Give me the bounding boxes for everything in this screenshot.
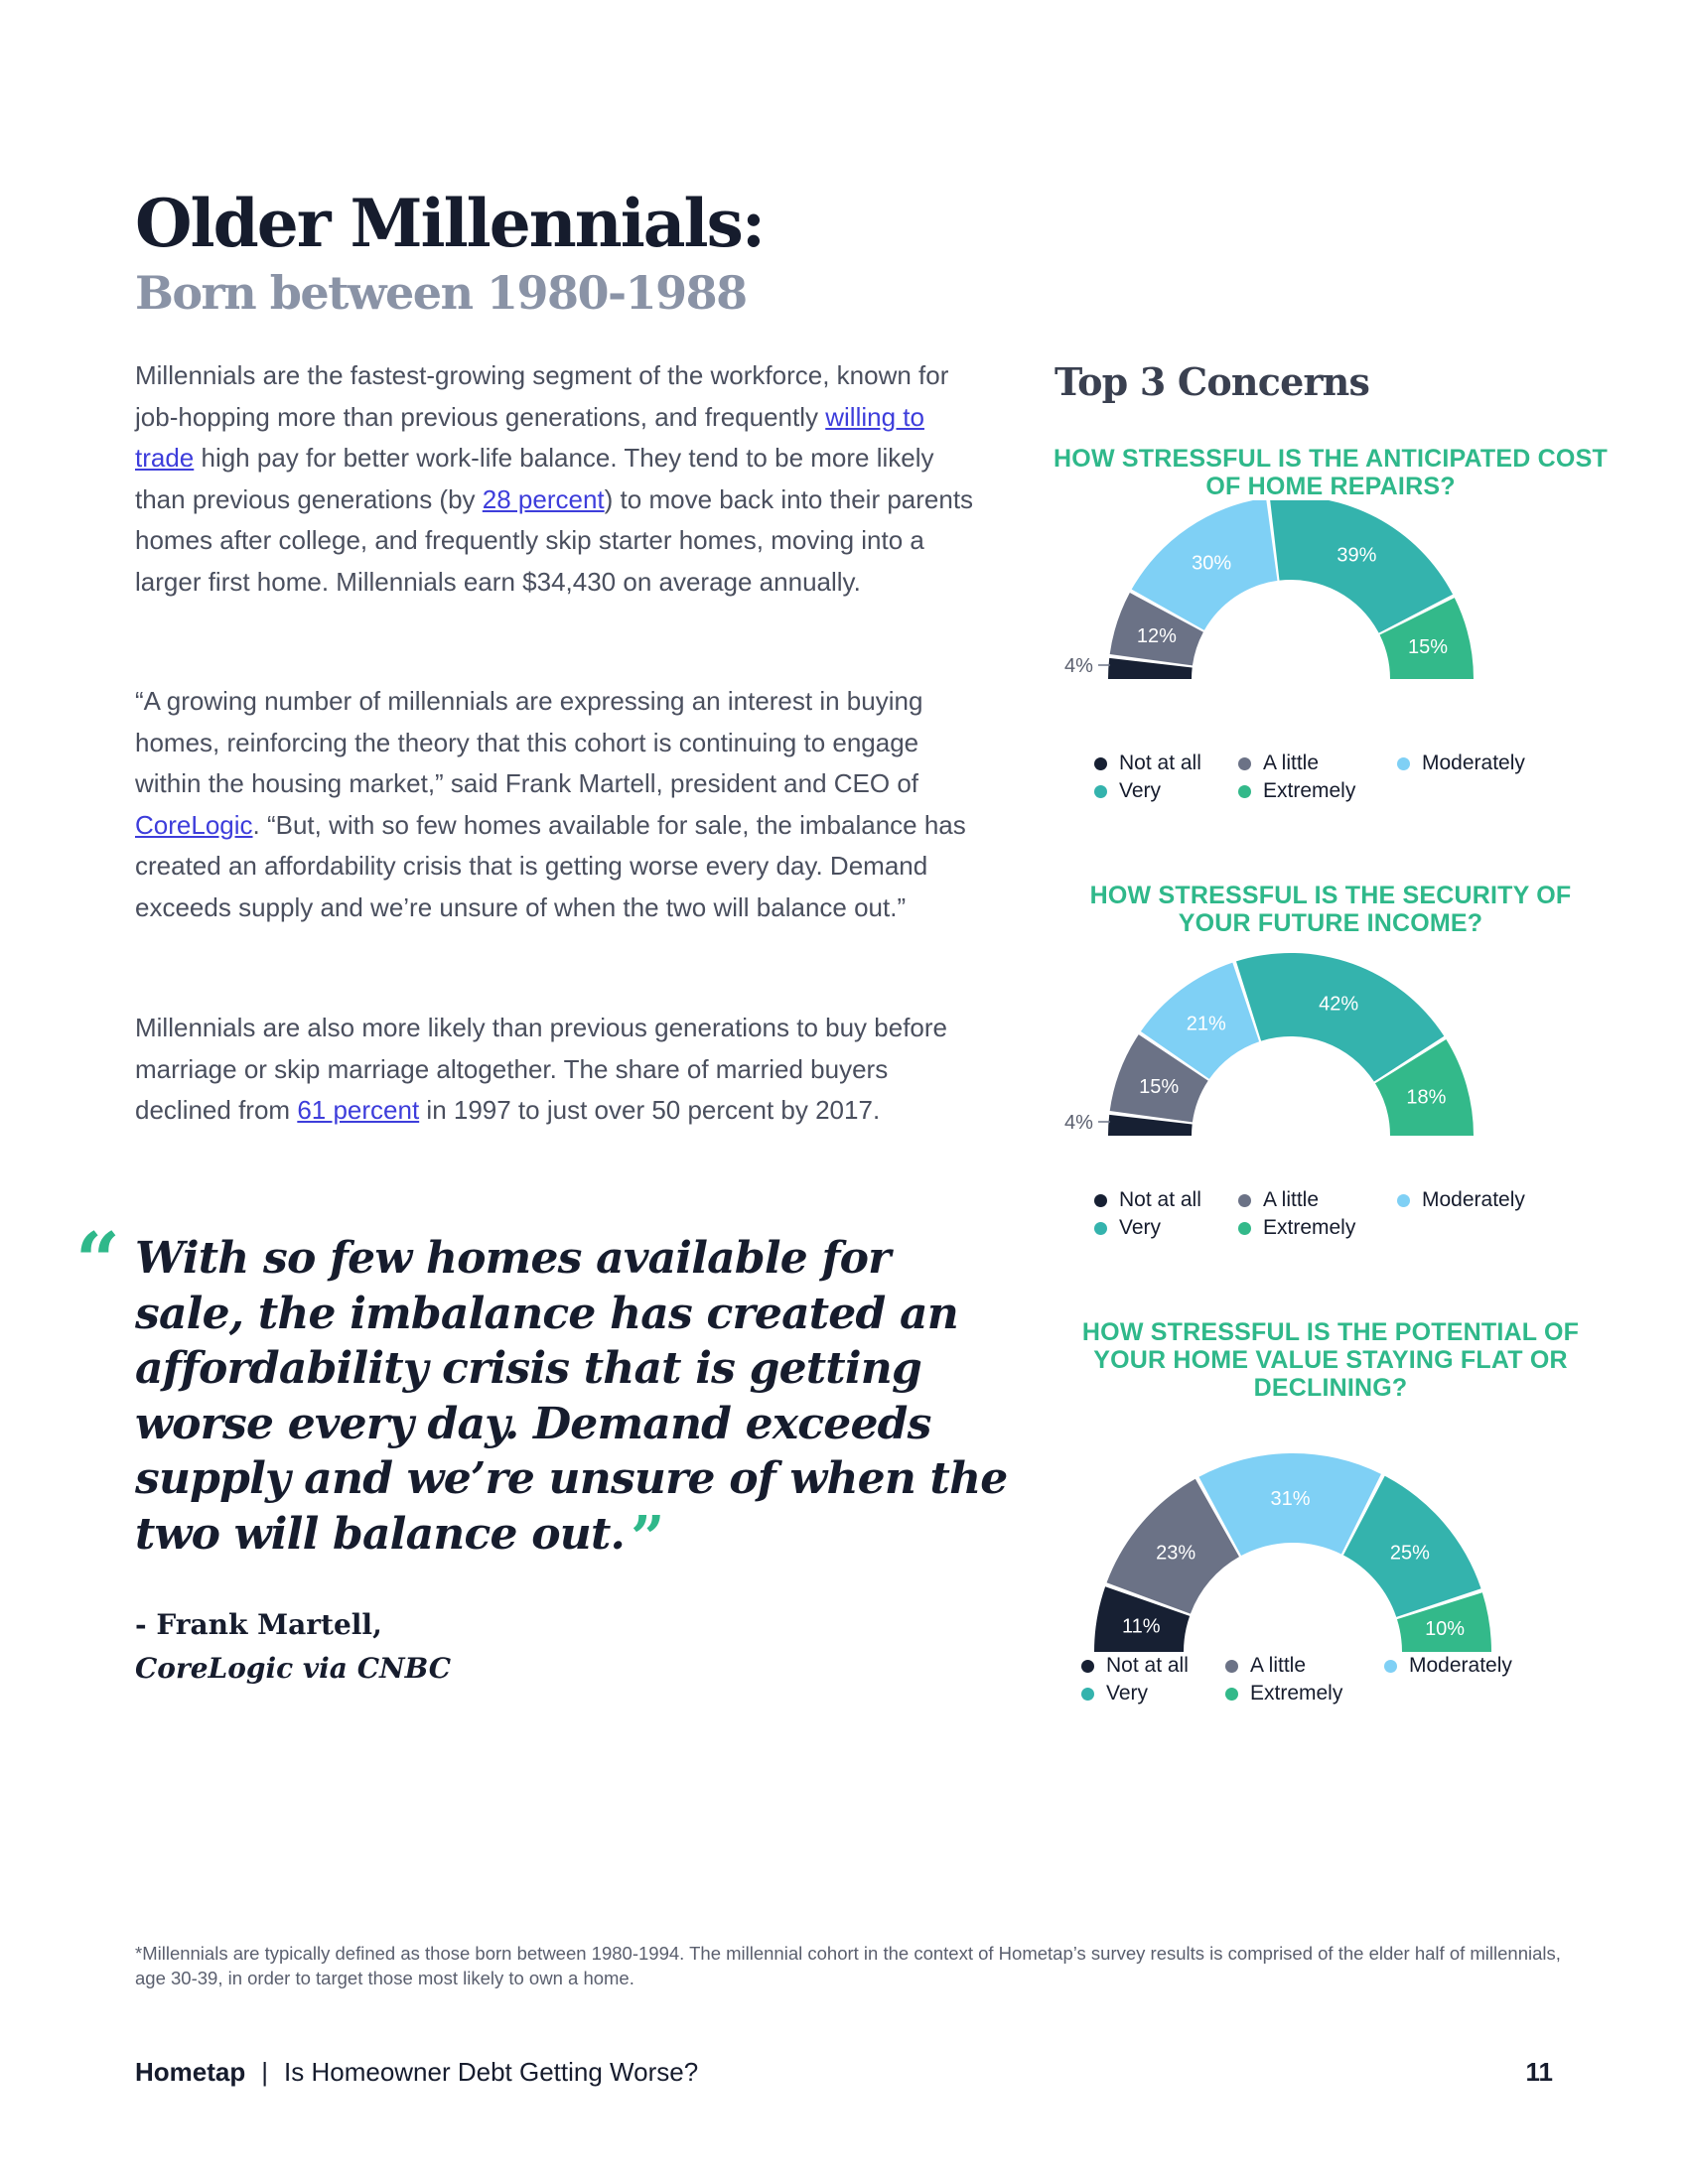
quote-author: - Frank Martell,: [135, 1608, 382, 1641]
61-percent-link[interactable]: 61 percent: [297, 1095, 420, 1125]
legend-label: Extremely: [1263, 779, 1356, 802]
quote-attribution: [135, 1603, 451, 1691]
legend-item-extremely: [1238, 1215, 1397, 1241]
slice-label: 23%: [1156, 1542, 1196, 1565]
slice-label: 42%: [1319, 993, 1359, 1016]
legend-label: A little: [1263, 751, 1320, 774]
open-quote-icon: “: [75, 1216, 120, 1306]
slice-label: 15%: [1139, 1075, 1180, 1098]
close-quote-icon: ”: [630, 1503, 664, 1573]
slice-label: 11%: [1122, 1615, 1161, 1638]
paragraph-workforce: [135, 355, 979, 603]
chart-question: HOW STRESSFUL IS THE ANTICIPATED COST OF HOME REPAIRS?: [1054, 445, 1608, 500]
paragraph-text: ) to move back into their parents homes after college, and frequently skip starter homes, moving into a larger first home. Millennials earn $34,430 on average annually.: [135, 483, 974, 597]
legend-label: Not at all: [1119, 1188, 1201, 1211]
quote-source: CoreLogic via CNBC: [135, 1652, 452, 1685]
donut-chart: [1053, 937, 1609, 1156]
slice-label: 25%: [1389, 1542, 1430, 1565]
legend-item-moderately: [1397, 1187, 1536, 1213]
legend-item-very: [1081, 1681, 1225, 1706]
legend-label: A little: [1263, 1188, 1320, 1211]
slice-label: 39%: [1336, 544, 1377, 567]
slice-label: 10%: [1425, 1617, 1466, 1640]
paragraph-text: in 1997 to just over 50 percent by 2017.: [419, 1095, 881, 1125]
legend-dot-icon: [1094, 1222, 1107, 1235]
legend-item-a-little: [1238, 751, 1397, 776]
chart-legend: [1094, 1187, 1536, 1241]
legend-item-not-at-all: [1094, 751, 1238, 776]
legend-dot-icon: [1094, 785, 1107, 798]
legend-dot-icon: [1238, 785, 1251, 798]
legend-item-not-at-all: [1094, 1187, 1238, 1213]
paragraph-text: “A growing number of millennials are expressing an interest in buying homes, reinforcing the theory that this cohort is continuing to engage within the housing market,” said Frank Martell, president and CEO of: [135, 686, 923, 798]
paragraph-text: Millennials are also more likely than previous generations to buy before marriage or skip marriage altogether. The share of married buyers declined from: [135, 1013, 947, 1125]
slice-label: 4%: [1064, 1112, 1093, 1134]
chart-home-value: [1053, 1318, 1609, 1705]
legend-dot-icon: [1225, 1660, 1238, 1673]
legend-dot-icon: [1397, 1194, 1410, 1207]
footnote: *Millennials are typically defined as those born between 1980-1994. The millennial cohort in the context of Hometap’s survey results is comprised of the elder half of millennials, age 30-39, in order to target those most likely to own a home.: [135, 1943, 1561, 1988]
legend-dot-icon: [1384, 1660, 1397, 1673]
paragraph-martell-statement: [135, 681, 979, 928]
chart-question: HOW STRESSFUL IS THE SECURITY OF YOUR FUTURE INCOME?: [1089, 882, 1572, 937]
legend-item-very: [1094, 1215, 1238, 1241]
chart-question: HOW STRESSFUL IS THE POTENTIAL OF YOUR HOME VALUE STAYING FLAT OR DECLINING?: [1081, 1318, 1580, 1402]
legend-label: Extremely: [1250, 1682, 1343, 1705]
legend-label: Not at all: [1119, 751, 1201, 774]
legend-item-very: [1094, 778, 1238, 804]
legend-dot-icon: [1094, 757, 1107, 770]
slice-label: 15%: [1408, 635, 1449, 658]
page-title: Older Millennials:: [135, 185, 765, 262]
chart-legend: [1094, 751, 1536, 804]
legend-label: Very: [1119, 779, 1162, 802]
chart-future-income: [1053, 882, 1609, 1239]
legend-item-moderately: [1397, 751, 1536, 776]
legend-dot-icon: [1094, 1194, 1107, 1207]
donut-chart: [1053, 1402, 1609, 1660]
paragraph-marriage: [135, 1008, 979, 1132]
legend-dot-icon: [1225, 1688, 1238, 1701]
28-percent-link[interactable]: 28 percent: [482, 483, 605, 514]
slice-label: 4%: [1064, 655, 1093, 677]
slice-label: 21%: [1186, 1013, 1226, 1035]
legend-item-extremely: [1238, 778, 1397, 804]
pull-quote: [135, 1231, 1009, 1573]
legend-label: Moderately: [1409, 1654, 1512, 1677]
legend-dot-icon: [1081, 1660, 1094, 1673]
brand-name: Hometap: [135, 2057, 246, 2087]
legend-label: Extremely: [1263, 1216, 1356, 1239]
footer-separator: |: [261, 2057, 269, 2087]
legend-item-a-little: [1238, 1187, 1397, 1213]
legend-item-a-little: [1225, 1653, 1384, 1679]
legend-dot-icon: [1397, 757, 1410, 770]
slice-label: 30%: [1192, 552, 1232, 575]
paragraph-text: Millennials are the fastest-growing segment of the workforce, known for job-hopping more than previous generations, and frequently: [135, 360, 949, 432]
legend-dot-icon: [1081, 1688, 1094, 1701]
pull-quote-text: With so few homes available for sale, the imbalance has created an affordability crisis that is getting worse every day. Demand exceeds supply and we’re unsure of when the two will balance out.: [135, 1233, 1008, 1560]
legend-item-not-at-all: [1081, 1653, 1225, 1679]
chart-home-repairs: [1053, 445, 1609, 802]
legend-label: Not at all: [1106, 1654, 1189, 1677]
slice-label: 12%: [1136, 625, 1177, 648]
legend-label: A little: [1250, 1654, 1307, 1677]
donut-chart: [1053, 500, 1609, 699]
paragraph-text: . “But, with so few homes available for sale, the imbalance has created an affordability crisis that is getting worse every day. Demand exceeds supply and we’re unsure of when the two will balance out.”: [135, 809, 966, 922]
legend-label: Very: [1119, 1216, 1162, 1239]
paragraph-text: high pay for better work-life balance. They tend to be more likely than previous generations (by: [135, 443, 934, 514]
page-subtitle: Born between 1980-1988: [135, 266, 747, 320]
legend-label: Moderately: [1422, 751, 1525, 774]
legend-label: Moderately: [1422, 1188, 1525, 1211]
corelogic-link[interactable]: CoreLogic: [135, 809, 253, 840]
page-footer: [135, 2057, 1553, 2088]
document-title: Is Homeowner Debt Getting Worse?: [284, 2057, 699, 2087]
chart-legend: [1081, 1653, 1523, 1706]
legend-item-extremely: [1225, 1681, 1384, 1706]
legend-dot-icon: [1238, 1194, 1251, 1207]
legend-dot-icon: [1238, 757, 1251, 770]
legend-item-moderately: [1384, 1653, 1523, 1679]
slice-label: 18%: [1406, 1086, 1447, 1109]
page-number: 11: [1525, 2057, 1553, 2087]
legend-dot-icon: [1238, 1222, 1251, 1235]
concerns-heading: Top 3 Concerns: [1055, 359, 1370, 404]
slice-label: 31%: [1270, 1488, 1311, 1511]
legend-label: Very: [1106, 1682, 1149, 1705]
willing-to-trade-link[interactable]: willing to trade: [135, 401, 924, 473]
